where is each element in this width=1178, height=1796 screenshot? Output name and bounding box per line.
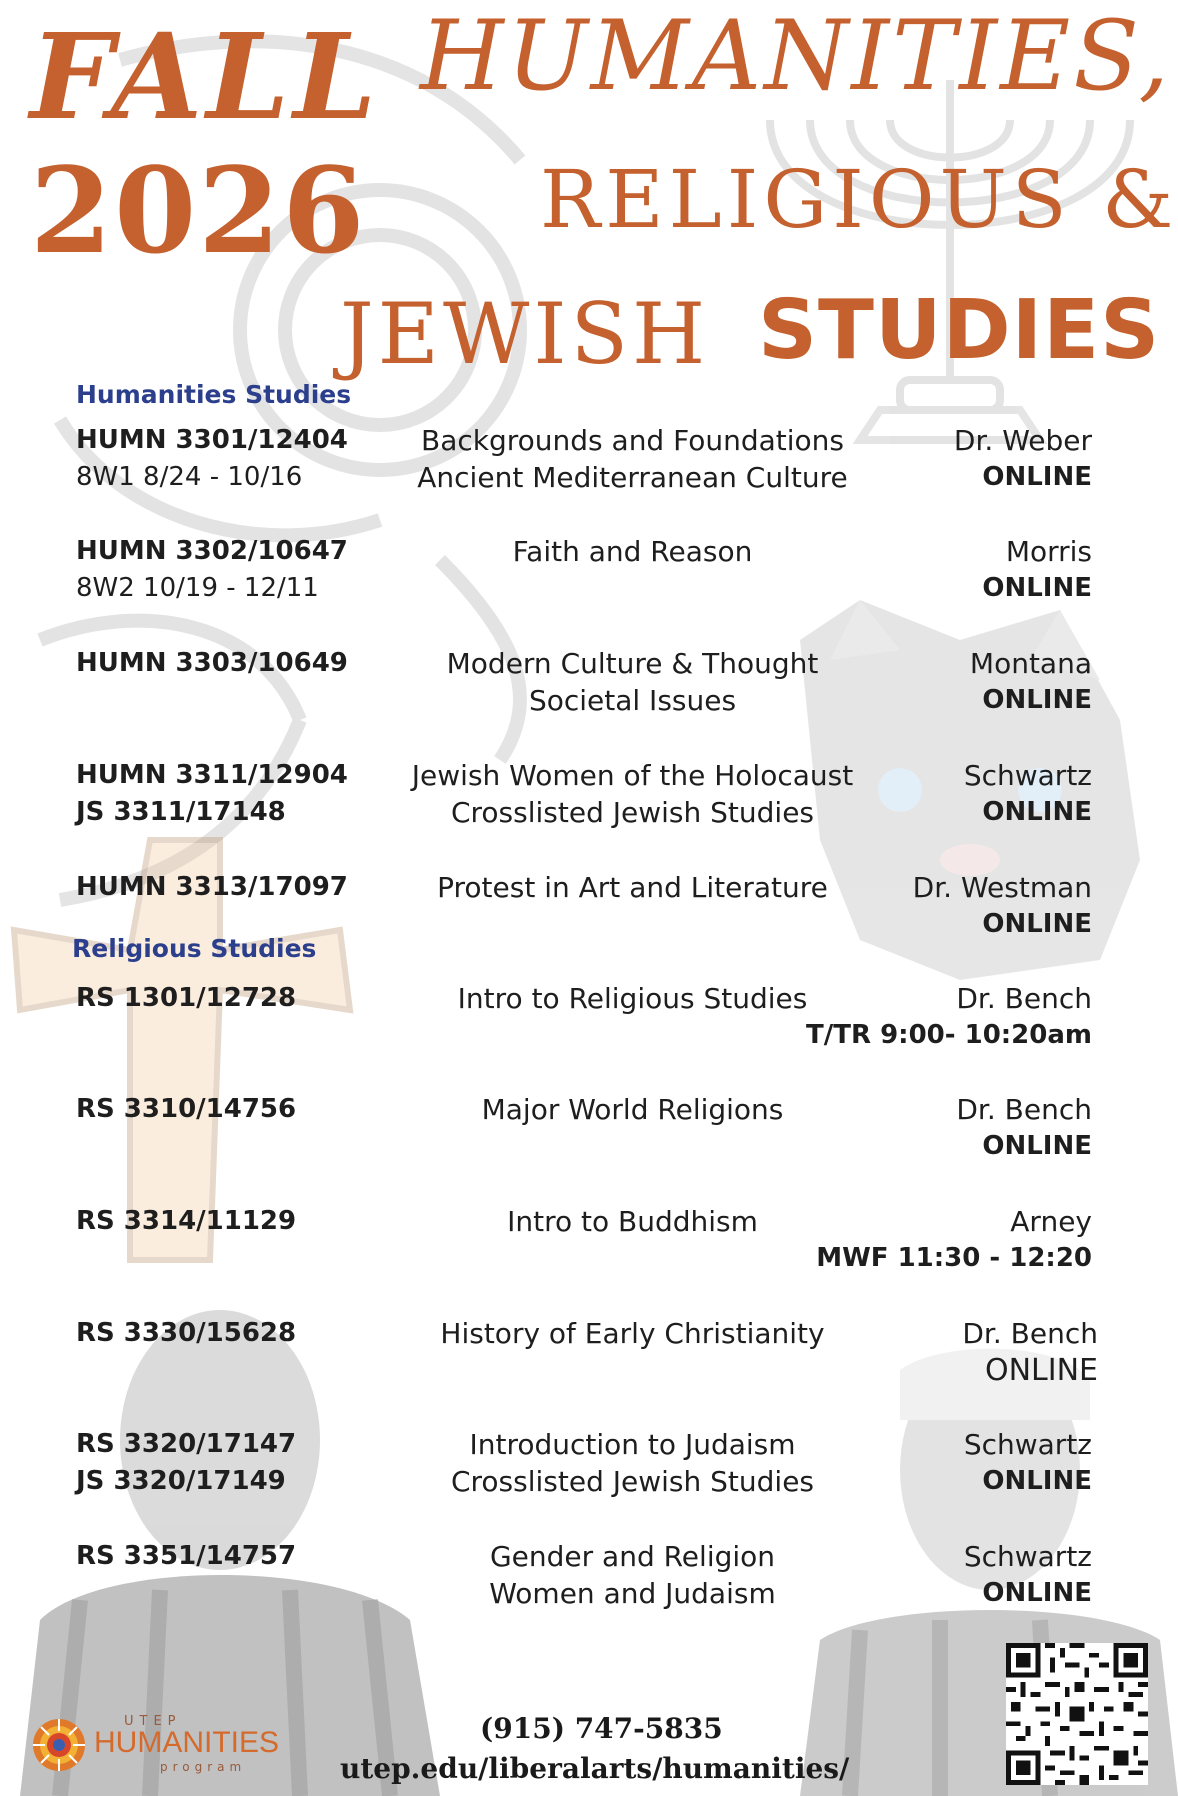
course-number: HUMN 3301/12404 bbox=[76, 425, 348, 455]
course-crosslist-number: JS 3320/17149 bbox=[76, 1466, 286, 1496]
course-instructor bbox=[772, 869, 1092, 943]
course-schedule: ONLINE bbox=[982, 685, 1092, 715]
course-number: RS 1301/12728 bbox=[76, 983, 297, 1013]
course-title-line1: Modern Culture & Thought bbox=[446, 647, 819, 680]
course-dates: 8W1 8/24 - 10/16 bbox=[76, 462, 303, 492]
course-code bbox=[76, 980, 296, 1017]
course-title-line1: Gender and Religion bbox=[489, 1540, 776, 1573]
course-number: HUMN 3303/10649 bbox=[76, 648, 348, 678]
course-title-line1: Protest in Art and Literature bbox=[437, 871, 828, 904]
sunburst-logo-icon bbox=[30, 1716, 88, 1774]
course-dates: 8W2 10/19 - 12/11 bbox=[76, 573, 319, 603]
course-crosslist-number: JS 3311/17148 bbox=[76, 797, 286, 827]
course-schedule: ONLINE bbox=[984, 1353, 1098, 1388]
course-code bbox=[76, 533, 348, 607]
course-instructor bbox=[772, 1538, 1092, 1612]
instructor-name: Schwartz bbox=[963, 1428, 1092, 1461]
course-title-line2: Ancient Mediterranean Culture bbox=[417, 461, 848, 494]
course-number: RS 3330/15628 bbox=[76, 1318, 297, 1348]
course-title-line1: Major World Religions bbox=[481, 1093, 784, 1126]
course-schedule: ONLINE bbox=[982, 1131, 1092, 1161]
humanities-heading: HUMANITIES, bbox=[420, 0, 1173, 112]
instructor-name: Arney bbox=[1010, 1205, 1092, 1238]
instructor-name: Schwartz bbox=[963, 759, 1092, 792]
course-code bbox=[76, 645, 348, 682]
instructor-name: Dr. Bench bbox=[956, 982, 1092, 1015]
logo-program-text: program bbox=[160, 1760, 247, 1774]
course-schedule: T/TR 9:00- 10:20am bbox=[806, 1020, 1092, 1050]
course-code bbox=[76, 757, 348, 831]
section-title-humanities: Humanities Studies bbox=[76, 380, 352, 409]
course-code bbox=[76, 1426, 296, 1500]
instructor-name: Montana bbox=[969, 647, 1092, 680]
instructor-name: Morris bbox=[1005, 535, 1092, 568]
instructor-name: Schwartz bbox=[963, 1540, 1092, 1573]
instructor-name: Dr. Bench bbox=[956, 1093, 1092, 1126]
course-code bbox=[76, 422, 348, 496]
qr-code-icon[interactable] bbox=[1006, 1640, 1148, 1788]
course-title-line2: Crosslisted Jewish Studies bbox=[450, 1465, 815, 1498]
course-number: HUMN 3311/12904 bbox=[76, 760, 348, 790]
course-title-line2: Crosslisted Jewish Studies bbox=[450, 796, 815, 829]
course-instructor bbox=[772, 422, 1092, 496]
course-schedule: ONLINE bbox=[982, 573, 1092, 603]
course-code bbox=[76, 1315, 296, 1352]
instructor-name: Dr. Weber bbox=[953, 424, 1092, 457]
course-code bbox=[76, 1203, 296, 1240]
phone-number: (915) 747-5835 bbox=[480, 1712, 723, 1745]
menorah-illustration bbox=[770, 80, 1130, 440]
course-number: RS 3320/17147 bbox=[76, 1429, 297, 1459]
course-instructor bbox=[772, 645, 1092, 719]
studies-heading: STUDIES bbox=[758, 283, 1161, 378]
humanities-program-logo bbox=[30, 1714, 290, 1774]
course-instructor bbox=[772, 1091, 1092, 1165]
course-schedule: ONLINE bbox=[982, 1466, 1092, 1496]
jewish-heading: JEWISH bbox=[340, 285, 710, 383]
course-instructor bbox=[772, 757, 1092, 831]
course-instructor bbox=[778, 1315, 1098, 1389]
course-title-line1: Introduction to Judaism bbox=[469, 1428, 796, 1461]
course-title-line1: Backgrounds and Foundations bbox=[421, 424, 844, 457]
course-schedule: MWF 11:30 - 12:20 bbox=[816, 1243, 1092, 1273]
course-number: RS 3310/14756 bbox=[76, 1094, 297, 1124]
course-instructor bbox=[772, 1426, 1092, 1500]
course-number: RS 3351/14757 bbox=[76, 1541, 297, 1571]
course-instructor bbox=[772, 533, 1092, 607]
instructor-name: Dr. Westman bbox=[912, 871, 1092, 904]
course-schedule: ONLINE bbox=[982, 909, 1092, 939]
course-title-line1: Intro to Religious Studies bbox=[457, 982, 808, 1015]
course-title-line1: History of Early Christianity bbox=[440, 1317, 825, 1350]
course-schedule: ONLINE bbox=[982, 462, 1092, 492]
year-heading: 2026 bbox=[30, 141, 367, 280]
course-title-line1: Intro to Buddhism bbox=[507, 1205, 758, 1238]
course-instructor bbox=[772, 980, 1092, 1054]
section-title-religious: Religious Studies bbox=[72, 934, 317, 963]
course-number: HUMN 3313/17097 bbox=[76, 872, 348, 902]
course-instructor bbox=[772, 1203, 1092, 1277]
course-schedule: ONLINE bbox=[982, 1578, 1092, 1608]
course-code bbox=[76, 1538, 296, 1575]
course-code bbox=[76, 869, 348, 906]
course-code bbox=[76, 1091, 296, 1128]
course-title-line2: Societal Issues bbox=[528, 684, 737, 717]
course-title-line1: Faith and Reason bbox=[512, 535, 753, 568]
religious-heading: RELIGIOUS & bbox=[540, 153, 1178, 246]
course-number: HUMN 3302/10647 bbox=[76, 536, 348, 566]
course-title-line2: Women and Judaism bbox=[489, 1577, 776, 1610]
course-title-line1: Jewish Women of the Holocaust bbox=[411, 759, 854, 792]
logo-utep-text: UTEP bbox=[124, 1714, 182, 1729]
course-number: RS 3314/11129 bbox=[76, 1206, 297, 1236]
website-url[interactable]: utep.edu/liberalarts/humanities/ bbox=[340, 1752, 850, 1785]
logo-humanities-text: HUMANITIES bbox=[94, 1726, 280, 1759]
instructor-name: Dr. Bench bbox=[962, 1317, 1098, 1350]
course-schedule: ONLINE bbox=[982, 797, 1092, 827]
fall-heading: FALL bbox=[30, 7, 381, 146]
